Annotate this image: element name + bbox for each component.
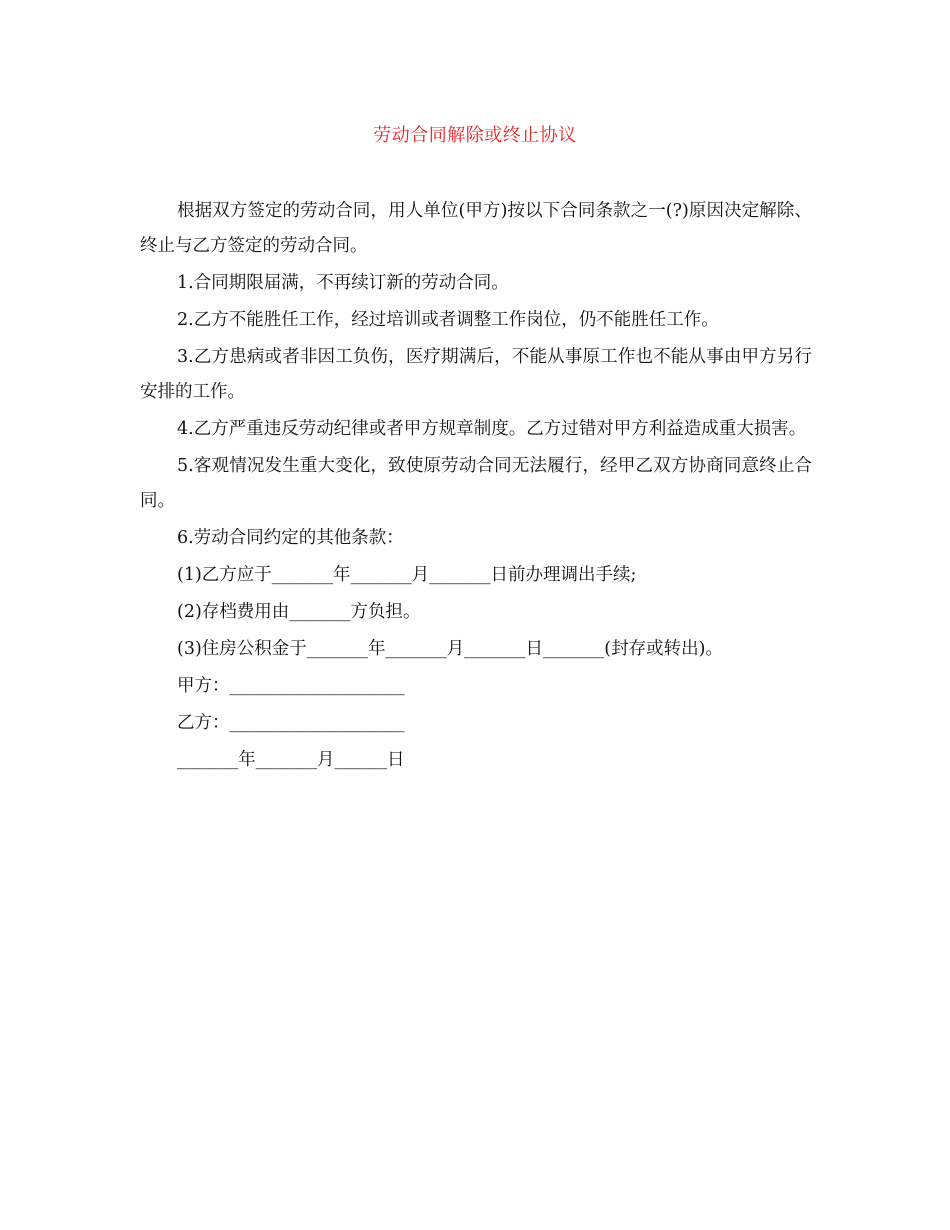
signature-party-b: 乙方：____________________ bbox=[177, 713, 405, 733]
clause-3: 3.乙方患病或者非因工负伤，医疗期满后，不能从事原工作也不能从事由甲方另行安排的工作。 bbox=[140, 347, 812, 402]
document-title: 劳动合同解除或终止协议 bbox=[373, 125, 577, 146]
clause-6: 6.劳动合同约定的其他条款： bbox=[177, 528, 404, 548]
item-housing-fund: (3)住房公积金于_______年_______月_______日_______(封存或转出)。 bbox=[177, 639, 723, 659]
document-body bbox=[140, 194, 812, 780]
signature-date: _______年_______月______日 bbox=[177, 750, 405, 770]
signature-party-a: 甲方：____________________ bbox=[177, 676, 405, 696]
clause-4: 4.乙方严重违反劳动纪律或者甲方规章制度。乙方过错对甲方利益造成重大损害。 bbox=[177, 419, 807, 439]
clause-5: 5.客观情况发生重大变化，致使原劳动合同无法履行，经甲乙双方协商同意终止合同。 bbox=[140, 456, 812, 511]
clause-2: 2.乙方不能胜任工作，经过培训或者调整工作岗位，仍不能胜任工作。 bbox=[177, 310, 719, 330]
item-archive-fee: (2)存档费用由_______方负担。 bbox=[177, 602, 421, 622]
item-transfer-deadline: (1)乙方应于_______年_______月_______日前办理调出手续; bbox=[177, 565, 637, 585]
clause-1: 1.合同期限届满，不再续订新的劳动合同。 bbox=[177, 273, 509, 293]
intro-paragraph: 根据双方签定的劳动合同，用人单位(甲方)按以下合同条款之一(?)原因决定解除、终止与乙方签定的劳动合同。 bbox=[140, 201, 812, 256]
